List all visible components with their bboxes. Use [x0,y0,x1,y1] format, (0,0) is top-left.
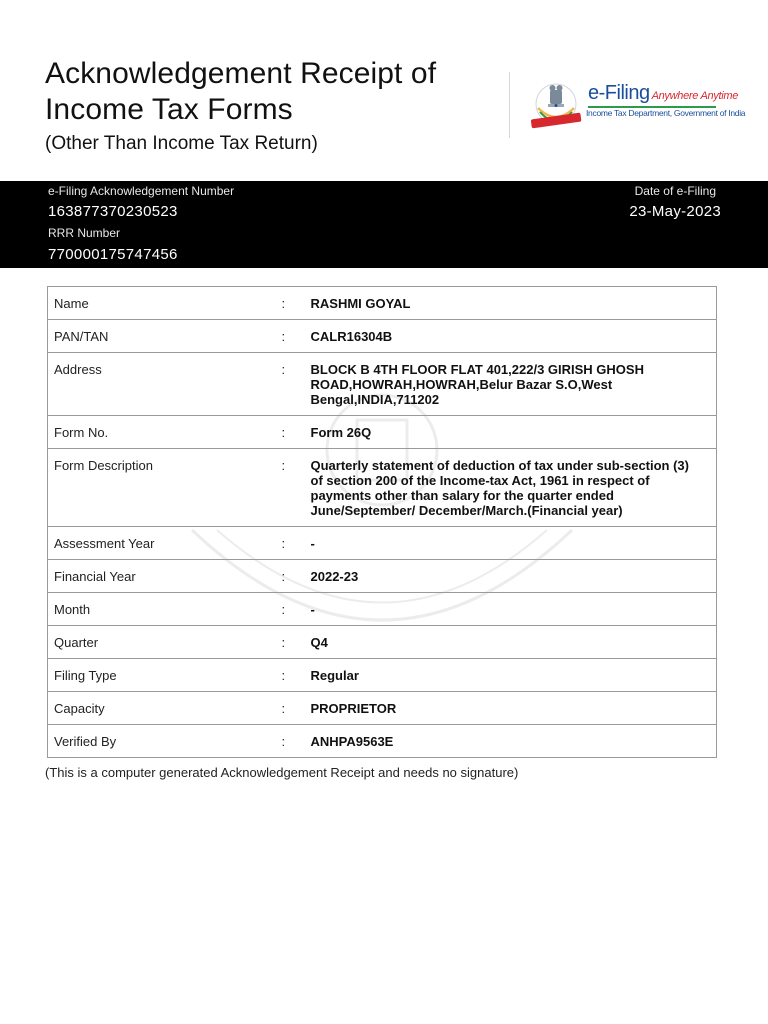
detail-row [48,725,717,758]
detail-value: - [311,593,717,626]
detail-row [48,449,717,527]
detail-value: CALR16304B [311,320,717,353]
detail-label: Verified By [48,725,282,758]
detail-label: Name [48,287,282,320]
detail-row [48,527,717,560]
logo-brand [588,82,738,105]
detail-row [48,416,717,449]
detail-separator: : [282,527,311,560]
rrr-number-value: 770000175747456 [48,246,178,263]
ack-number-label: e-Filing Acknowledgement Number [48,184,235,198]
efiling-date-value: 23-May-2023 [629,203,721,220]
detail-row [48,593,717,626]
page-subtitle: (Other Than Income Tax Return) [45,133,318,154]
footer-note: (This is a computer generated Acknowledgement Receipt and needs no signature) [45,765,519,780]
detail-value: BLOCK B 4TH FLOOR FLAT 401,222/3 GIRISH GHOSH ROAD,HOWRAH,HOWRAH,Belur Bazar S.O,West Bengal,INDIA,711202 [311,353,717,416]
detail-value: Regular [311,659,717,692]
detail-separator: : [282,416,311,449]
detail-separator: : [282,725,311,758]
detail-label: Filing Type [48,659,282,692]
logo-tagline: Anywhere Anytime [651,90,739,102]
detail-value: Form 26Q [311,416,717,449]
title-line-2: Income Tax Forms [45,93,293,126]
efiling-logo [528,76,746,136]
detail-value: - [311,527,717,560]
detail-value: Quarterly statement of deduction of tax under sub-section (3) of section 200 of the Income-tax Act, 1961 in respect of payments other than salary for the quarter ended June/September/ December/March.(Financial year) [311,449,717,527]
detail-label: Quarter [48,626,282,659]
detail-separator: : [282,353,311,416]
detail-label: Form Description [48,449,282,527]
detail-value: 2022-23 [311,560,717,593]
detail-separator: : [282,560,311,593]
detail-row [48,659,717,692]
logo-department: Income Tax Department, Government of India [586,108,746,118]
detail-value: RASHMI GOYAL [311,287,717,320]
detail-label: Financial Year [48,560,282,593]
detail-label: Form No. [48,416,282,449]
acknowledgement-info-bar [0,181,768,268]
ack-number-value: 163877370230523 [48,203,178,220]
detail-separator: : [282,320,311,353]
detail-row [48,626,717,659]
document-header [45,56,515,156]
detail-row [48,287,717,320]
detail-label: PAN/TAN [48,320,282,353]
rrr-number-label: RRR Number [48,226,121,240]
detail-value: Q4 [311,626,717,659]
detail-separator: : [282,287,311,320]
detail-row [48,320,717,353]
header-divider [509,72,510,138]
detail-separator: : [282,593,311,626]
detail-separator: : [282,692,311,725]
title-line-1: Acknowledgement Receipt of [45,57,437,90]
detail-separator: : [282,449,311,527]
efiling-date-label: Date of e-Filing [634,184,716,198]
detail-separator: : [282,626,311,659]
detail-label: Assessment Year [48,527,282,560]
logo-efiling-text: e-Filing [588,82,650,104]
detail-row [48,560,717,593]
detail-row [48,692,717,725]
detail-label: Capacity [48,692,282,725]
detail-separator: : [282,659,311,692]
emblem-icon [528,78,584,134]
detail-value: PROPRIETOR [311,692,717,725]
detail-label: Month [48,593,282,626]
receipt-details-table [47,286,717,758]
detail-value: ANHPA9563E [311,725,717,758]
page-title [45,56,515,128]
detail-label: Address [48,353,282,416]
detail-row [48,353,717,416]
